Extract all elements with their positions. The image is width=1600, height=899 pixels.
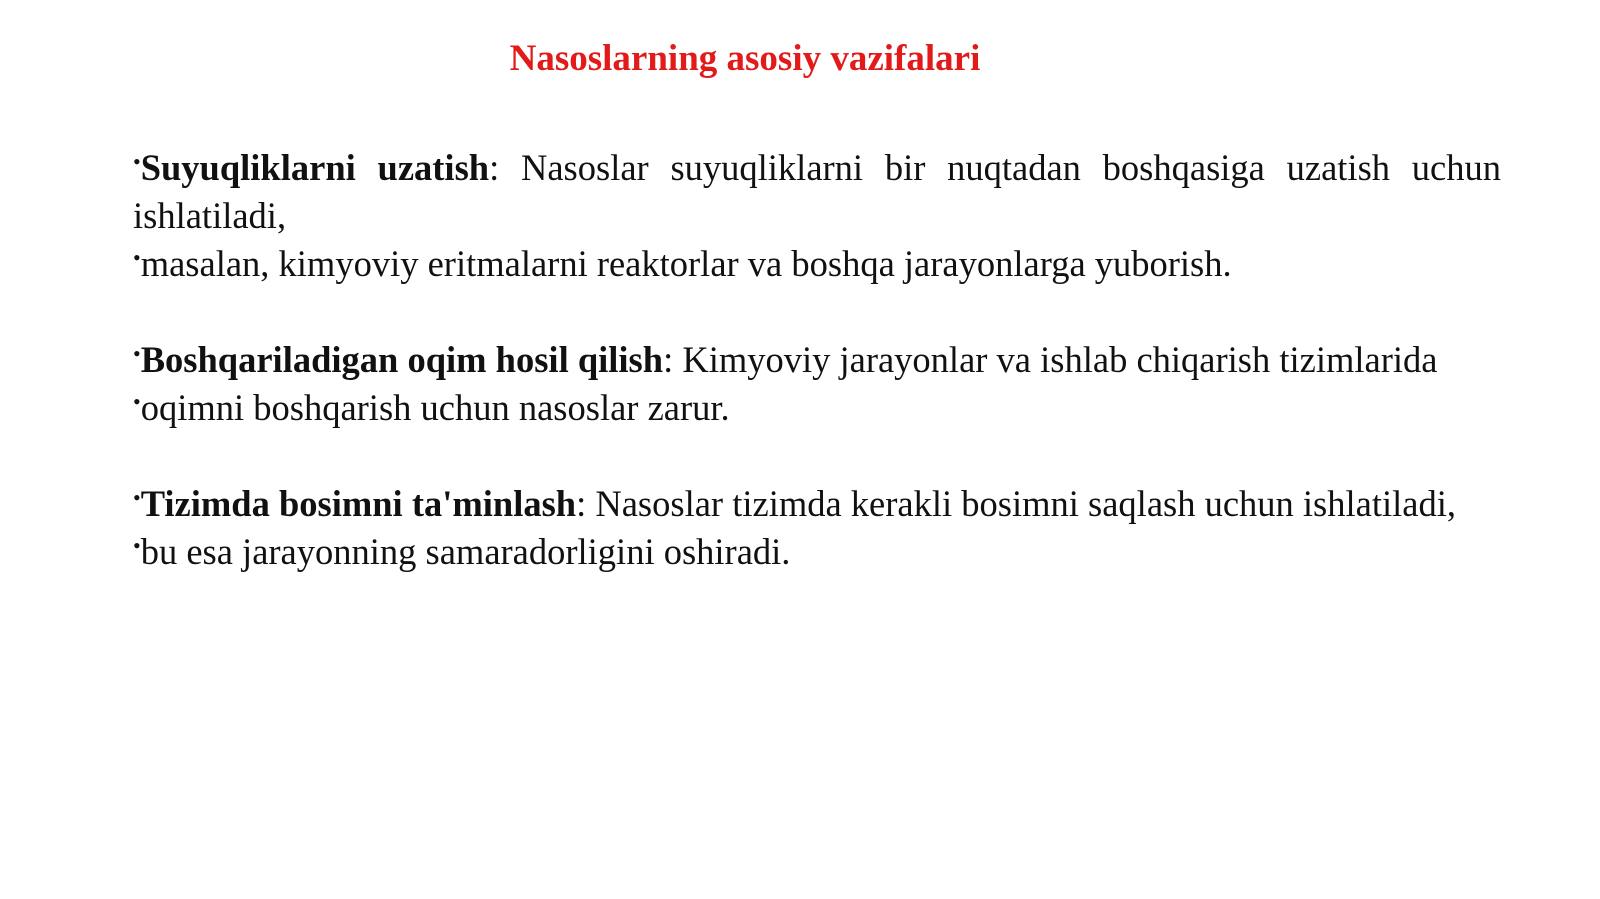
bullet-icon: • [133,149,141,174]
section-sub-text: masalan, kimyoviy eritmalarni reaktorlar va boshqa jarayonlarga yuborish. [140,243,1232,284]
section-flow-control [133,336,1501,432]
section-sub-paragraph [133,528,1501,576]
section-pressure-supply [133,480,1501,576]
bullet-icon: • [133,533,141,558]
section-main-paragraph [133,336,1501,384]
bullet-icon: • [133,389,141,414]
section-description: : Nasoslar suyuqliklarni bir nuqtadan boshqasiga uzatish uchun ishlatiladi, [133,147,1501,236]
section-term: Suyuqliklarni uzatish [140,147,490,188]
slide-title: Nasoslarning asosiy vazifalari [509,38,981,79]
section-sub-paragraph [133,384,1501,432]
section-description: : Kimyoviy jarayonlar va ishlab chiqarish tizimlarida [663,339,1438,380]
section-description: : Nasoslar tizimda kerakli bosimni saqlash uchun ishlatiladi, [576,483,1456,524]
section-main-paragraph [133,480,1501,528]
section-main-paragraph [133,144,1501,240]
bullet-icon: • [133,485,141,510]
slide-content [133,144,1501,624]
section-fluid-transfer [133,144,1501,288]
section-sub-text: bu esa jarayonning samaradorligini oshiradi. [140,531,791,572]
bullet-icon: • [133,341,141,366]
section-term: Boshqariladigan oqim hosil qilish [140,339,664,380]
section-term: Tizimda bosimni ta'minlash [140,483,577,524]
section-sub-text: oqimni boshqarish uchun nasoslar zarur. [140,387,730,428]
section-sub-paragraph [133,240,1501,288]
bullet-icon: • [133,245,141,270]
